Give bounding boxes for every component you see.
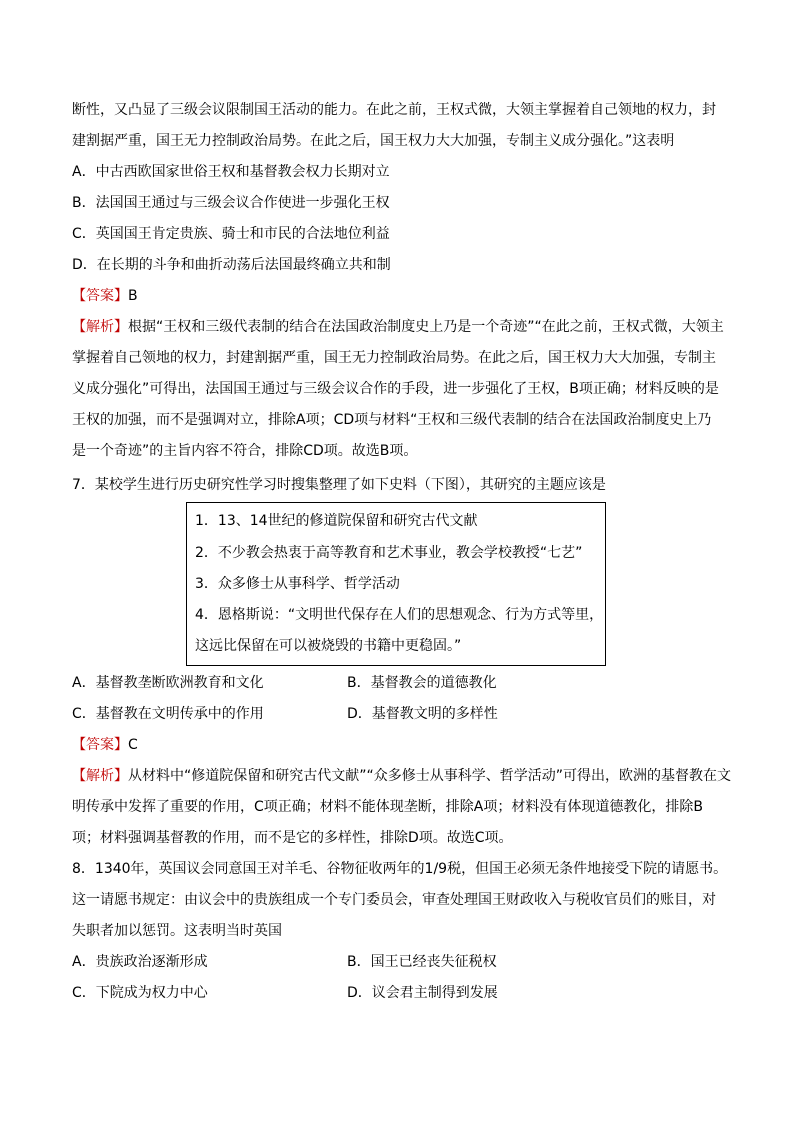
q7-analysis-line-2: 明传承中发挥了重要的作用，C项正确；材料不能体现垄断，排除A项；材料没有体现道德教化，排除B (72, 799, 703, 815)
q8-stem-line-3: 失职者加以惩罚。这表明当时英国 (72, 923, 282, 939)
q8-option-c: C．下院成为权力中心 (72, 985, 208, 1001)
q7-source-item-3: 3．众多修士从事科学、哲学活动 (195, 576, 400, 592)
q6-option-a: A．中古西欧国家世俗王权和基督教会权力长期对立 (72, 164, 390, 180)
answer-label: 【答案】 (72, 288, 128, 304)
q8-option-a: A．贵族政治逐渐形成 (72, 954, 208, 970)
analysis-label: 【解析】 (72, 319, 128, 335)
q7-analysis-line-1 (72, 766, 731, 786)
q7-options-row-2 (72, 704, 498, 724)
q7-option-d: D．基督教文明的多样性 (347, 706, 498, 722)
q7-source-item-2: 2．不少教会热衷于高等教育和艺术事业，教会学校教授“七艺” (195, 545, 583, 561)
q7-source-item-1: 1．13、14世纪的修道院保留和研究古代文献 (195, 513, 478, 529)
q7-source-item-4: 4．恩格斯说：“文明世代保存在人们的思想观念、行为方式等里， (195, 607, 604, 623)
q8-stem-line-2: 这一请愿书规定：由议会中的贵族组成一个专门委员会，审查处理国王财政收入与税收官员们的账目，对 (72, 892, 716, 908)
answer-value: C (128, 737, 138, 753)
analysis-label: 【解析】 (72, 768, 128, 784)
q6-stem-line-2: 建割据严重，国王无力控制政治局势。在此之后，国王权力大大加强，专制主义成分强化。”这表明 (72, 133, 675, 149)
analysis-text: 根据“王权和三级代表制的结合在法国政治制度史上乃是一个奇迹”“在此之前，王权式微，大领主 (128, 319, 724, 335)
q7-source-item-4-cont: 这远比保留在可以被烧毁的书籍中更稳固。” (195, 638, 462, 654)
q6-option-d: D．在长期的斗争和曲折动荡后法国最终确立共和制 (72, 257, 391, 273)
q6-analysis-line-1 (72, 317, 724, 337)
answer-label: 【答案】 (72, 737, 128, 753)
q8-stem-line-1: 8．1340年，英国议会同意国王对羊毛、谷物征收两年的1/9税，但国王必须无条件地接受下院的请愿书。 (72, 861, 728, 877)
q8-option-b: B．国王已经丧失征税权 (347, 954, 497, 970)
q8-option-d: D．议会君主制得到发展 (347, 985, 498, 1001)
q7-analysis-line-3: 项；材料强调基督教的作用，而不是它的多样性，排除D项。故选C项。 (72, 830, 513, 846)
q7-stem: 7．某校学生进行历史研究性学习时搜集整理了如下史料（下图），其研究的主题应该是 (72, 477, 606, 493)
q6-option-b: B．法国国王通过与三级会议合作使进一步强化王权 (72, 195, 390, 211)
q6-analysis-line-2: 掌握着自己领地的权力，封建割据严重，国王无力控制政治局势。在此之后，国王权力大大加强，专制主 (72, 350, 716, 366)
q7-option-c: C．基督教在文明传承中的作用 (72, 706, 264, 722)
q6-analysis-line-4: 王权的加强，而不是强调对立，排除A项；CD项与材料“王权和三级代表制的结合在法国政治制度史上乃 (72, 412, 712, 428)
q7-option-a: A．基督教垄断欧洲教育和文化 (72, 675, 264, 691)
q7-answer (72, 735, 138, 755)
q8-options-row-2 (72, 983, 498, 1003)
q6-option-c: C．英国国王肯定贵族、骑士和市民的合法地位利益 (72, 226, 390, 242)
q7-source-box (186, 502, 606, 666)
analysis-text: 从材料中“修道院保留和研究古代文献”“众多修士从事科学、哲学活动”可得出，欧洲的基督教在文 (128, 768, 732, 784)
answer-value: B (128, 288, 138, 304)
q6-stem-line-1: 断性，又凸显了三级会议限制国王活动的能力。在此之前，王权式微，大领主掌握着自己领地的权力，封 (72, 102, 716, 118)
q7-option-b: B．基督教会的道德教化 (347, 675, 497, 691)
q6-analysis-line-5: 是一个奇迹”的主旨内容不符合，排除CD项。故选B项。 (72, 443, 418, 459)
q8-options-row-1 (72, 952, 497, 972)
q6-analysis-line-3: 义成分强化”可得出，法国国王通过与三级会议合作的手段，进一步强化了王权，B项正确；材料反映的是 (72, 381, 719, 397)
q6-answer (72, 286, 138, 306)
q7-options-row-1 (72, 673, 497, 693)
